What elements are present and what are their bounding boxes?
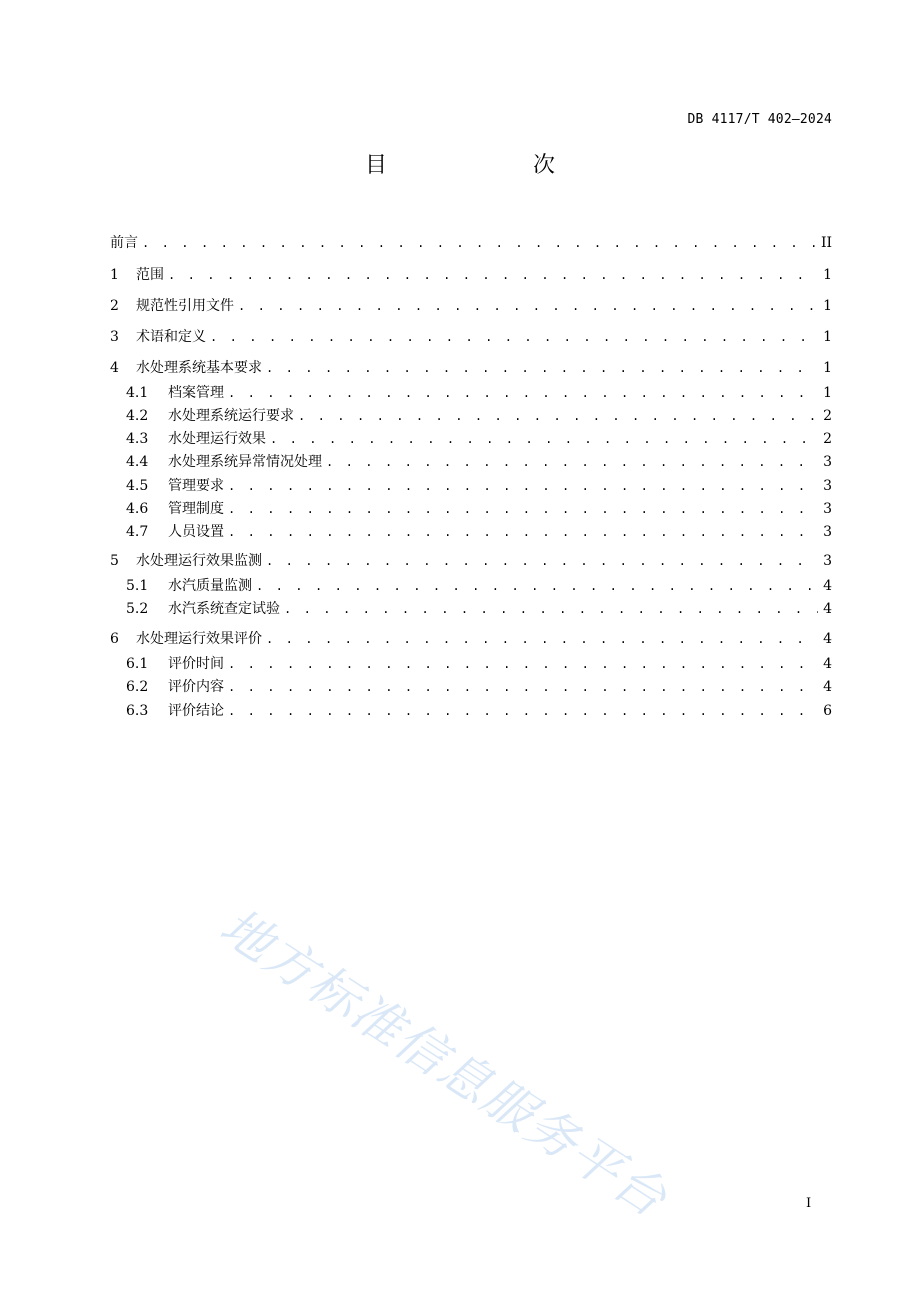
toc-page: 3 xyxy=(823,454,832,470)
toc-number: 5.2 xyxy=(126,601,149,617)
toc-leader-dots xyxy=(168,268,818,282)
toc-label: 水汽系统查定试验 xyxy=(168,601,280,617)
toc-label: 水处理运行效果评价 xyxy=(136,631,262,647)
toc-number: 6.2 xyxy=(126,679,149,695)
toc-number: 6 xyxy=(110,631,119,647)
toc-page: 1 xyxy=(823,360,832,376)
toc-leader-dots xyxy=(142,236,817,250)
toc-leader-dots xyxy=(284,602,818,616)
toc-entry-5-1[interactable] xyxy=(126,575,832,595)
toc-entry-4-1[interactable] xyxy=(126,382,832,402)
toc-number: 6.3 xyxy=(126,703,149,719)
toc-page: 1 xyxy=(823,298,832,314)
toc-entry-6[interactable] xyxy=(110,628,832,648)
toc-page: 4 xyxy=(823,679,832,695)
toc-label: 人员设置 xyxy=(168,524,224,540)
toc-page: 2 xyxy=(823,408,832,424)
toc-leader-dots xyxy=(228,386,818,400)
toc-number: 4.3 xyxy=(126,431,149,447)
toc-leader-dots xyxy=(228,704,818,718)
toc-leader-dots xyxy=(266,632,818,646)
toc-number: 4.5 xyxy=(126,478,149,494)
toc-entry-4[interactable] xyxy=(110,357,832,377)
toc-page: 4 xyxy=(823,631,832,647)
toc-page: II xyxy=(820,235,832,251)
page-number: I xyxy=(806,1196,812,1211)
toc-label: 评价内容 xyxy=(168,679,224,695)
toc-page: 3 xyxy=(823,524,832,540)
toc-number: 5 xyxy=(110,553,119,569)
toc-entry-5[interactable] xyxy=(110,550,832,570)
toc-leader-dots xyxy=(228,680,818,694)
toc-leader-dots xyxy=(270,432,818,446)
toc-page: 3 xyxy=(823,478,832,494)
toc-number: 4.4 xyxy=(126,454,149,470)
toc-entry-4-4[interactable] xyxy=(126,451,832,471)
toc-page: 4 xyxy=(823,656,832,672)
toc-page: 2 xyxy=(823,431,832,447)
toc-leader-dots xyxy=(266,554,818,568)
toc-leader-dots xyxy=(238,299,818,313)
toc-entry-4-7[interactable] xyxy=(126,521,832,541)
toc-number: 4.1 xyxy=(126,385,149,401)
toc-label: 档案管理 xyxy=(168,385,224,401)
toc-entry-6-2[interactable] xyxy=(126,676,832,696)
toc-label: 水处理运行效果 xyxy=(168,431,266,447)
toc-label: 范围 xyxy=(136,267,164,283)
toc-page: 1 xyxy=(823,329,832,345)
toc-number: 5.1 xyxy=(126,578,149,594)
toc-entry-4-3[interactable] xyxy=(126,428,832,448)
toc-label: 水汽质量监测 xyxy=(168,578,252,594)
toc-label: 前言 xyxy=(110,235,138,251)
toc-page: 4 xyxy=(823,578,832,594)
toc-leader-dots xyxy=(326,455,818,469)
toc-page: 6 xyxy=(823,703,832,719)
toc-leader-dots xyxy=(228,502,818,516)
toc-number: 1 xyxy=(110,267,119,283)
toc-number: 4.2 xyxy=(126,408,149,424)
toc-entry-4-5[interactable] xyxy=(126,475,832,495)
toc-entry-4-2[interactable] xyxy=(126,405,832,425)
toc-number: 4.6 xyxy=(126,501,149,517)
toc-page: 4 xyxy=(823,601,832,617)
toc-label: 评价结论 xyxy=(168,703,224,719)
toc-leader-dots xyxy=(266,361,818,375)
toc-page: 1 xyxy=(823,267,832,283)
document-code: DB 4117/T 402—2024 xyxy=(687,112,832,127)
toc-entry-3[interactable] xyxy=(110,326,832,346)
toc-leader-dots xyxy=(228,525,818,539)
toc-label: 管理要求 xyxy=(168,478,224,494)
toc-label: 水处理系统运行要求 xyxy=(168,408,294,424)
toc-page: 3 xyxy=(823,501,832,517)
toc-entry-2[interactable] xyxy=(110,295,832,315)
toc-label: 水处理运行效果监测 xyxy=(136,553,262,569)
watermark: 地方标准信息服务平台 xyxy=(210,897,678,1229)
toc-label: 评价时间 xyxy=(168,656,224,672)
toc-entry-5-2[interactable] xyxy=(126,598,832,618)
toc-label: 水处理系统异常情况处理 xyxy=(168,454,322,470)
toc-number: 3 xyxy=(110,329,119,345)
toc-leader-dots xyxy=(228,657,818,671)
toc-leader-dots xyxy=(256,579,818,593)
toc-label: 规范性引用文件 xyxy=(136,298,234,314)
toc-label: 水处理系统基本要求 xyxy=(136,360,262,376)
toc-label: 术语和定义 xyxy=(136,329,206,345)
toc-number: 6.1 xyxy=(126,656,149,672)
toc-number: 4 xyxy=(110,360,119,376)
toc-entry-1[interactable] xyxy=(110,264,832,284)
toc-entry-6-1[interactable] xyxy=(126,653,832,673)
toc-leader-dots xyxy=(298,409,818,423)
toc-page: 1 xyxy=(823,385,832,401)
page-title: 目 次 xyxy=(364,153,589,178)
toc-page: 3 xyxy=(823,553,832,569)
toc-entry-4-6[interactable] xyxy=(126,498,832,518)
toc-leader-dots xyxy=(228,479,818,493)
toc-label: 管理制度 xyxy=(168,501,224,517)
toc-entry-foreword[interactable] xyxy=(110,232,832,252)
toc-number: 2 xyxy=(110,298,119,314)
toc-leader-dots xyxy=(210,330,818,344)
toc-entry-6-3[interactable] xyxy=(126,700,832,720)
toc-number: 4.7 xyxy=(126,524,149,540)
